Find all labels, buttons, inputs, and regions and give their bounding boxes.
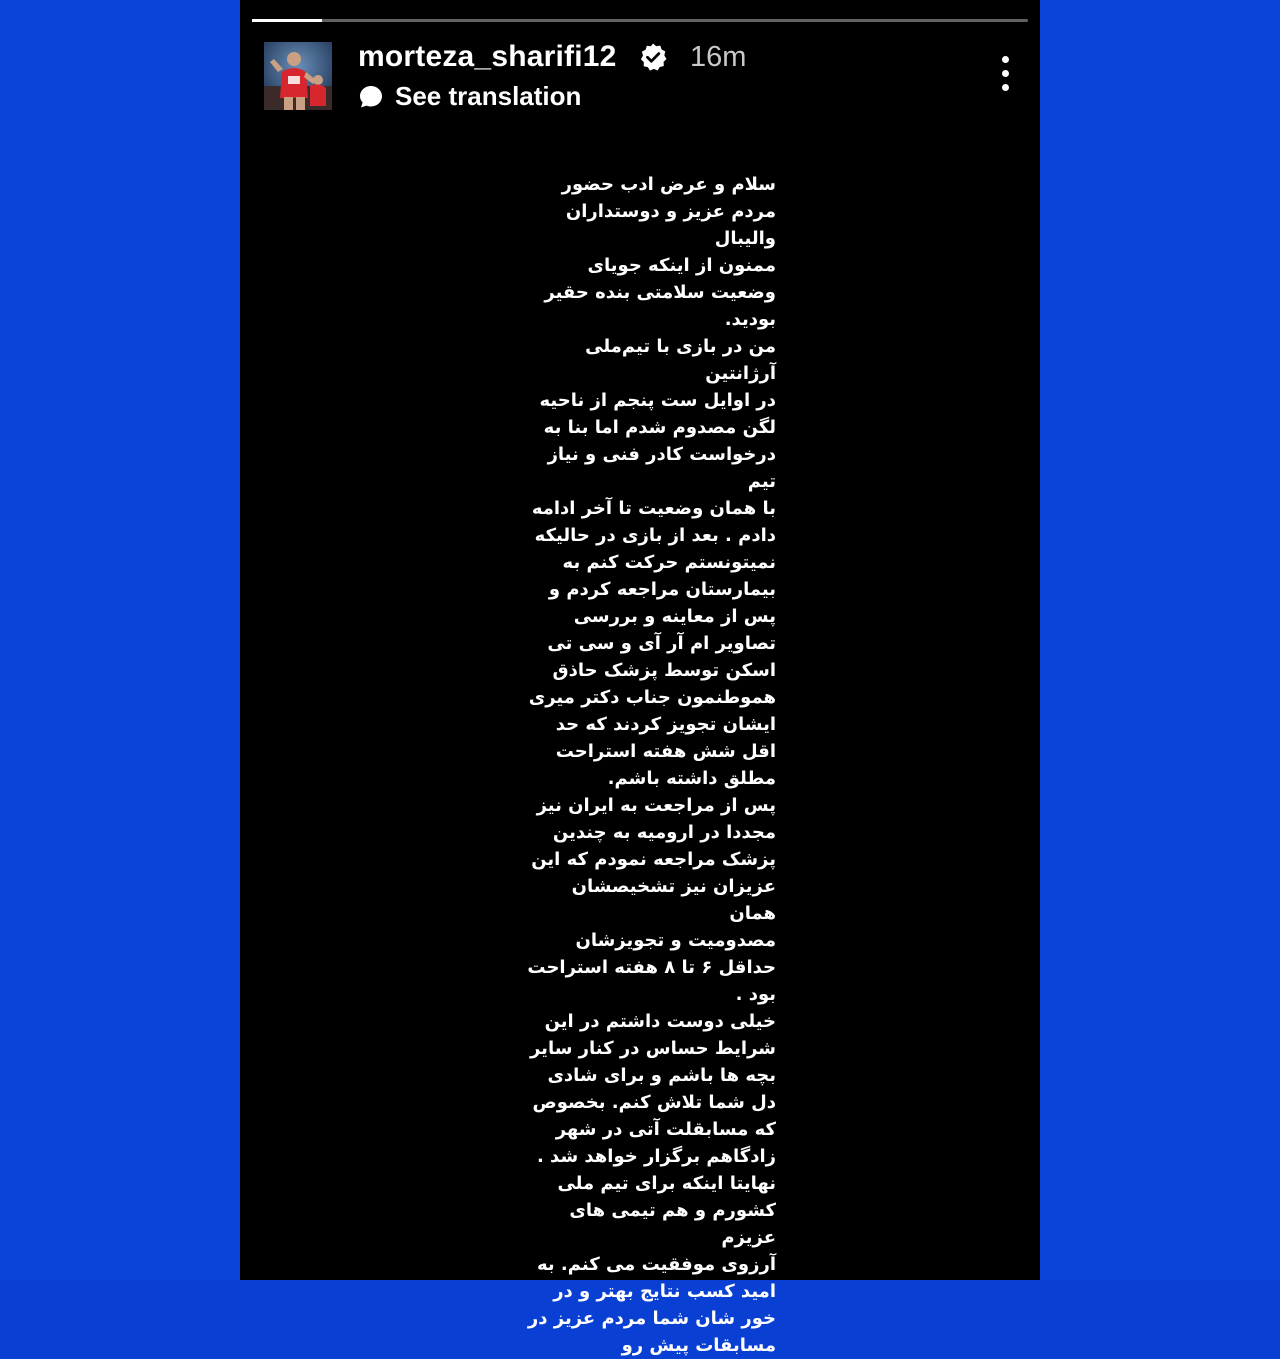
translate-bubble-icon[interactable] <box>358 84 384 110</box>
message-line: امید کسب نتایج بهتر و در <box>553 1281 776 1302</box>
message-line: مطلق داشته باشم. <box>607 768 776 789</box>
avatar[interactable] <box>264 42 332 110</box>
message-line: پزشک مراجعه نمودم که این <box>531 849 776 870</box>
message-line: مسابقات پیش رو <box>621 1335 776 1356</box>
message-line: دادم . بعد از بازی در حالیکه <box>534 525 776 546</box>
message-line: کشورم و هم تیمی های عزیزم <box>569 1200 776 1248</box>
story-progress-bar <box>252 19 1028 22</box>
message-line: مردم عزیز و دوستداران <box>565 201 776 222</box>
message-line: تصاویر ام آر آی و سی تی <box>547 633 776 654</box>
message-line: اسکن توسط پزشک حاذق <box>552 660 776 681</box>
verified-badge-icon <box>638 42 668 72</box>
story-header <box>264 40 1016 112</box>
story-message-text <box>520 171 776 1359</box>
story-viewer[interactable] <box>240 0 1040 1356</box>
message-line: سلام و عرض ادب حضور <box>561 174 776 195</box>
message-line: من در بازی با تیم‌ملی آرژانتین <box>585 336 776 384</box>
message-line: لگن مصدوم شدم اما بنا به <box>543 417 776 438</box>
message-line: پس از مراجعت به ایران نیز <box>536 795 776 816</box>
message-line: والیبال <box>714 228 776 249</box>
message-line: که مسابقلت آتی در شهر <box>555 1119 776 1140</box>
avatar-photo <box>264 42 332 110</box>
username-link[interactable]: morteza_sharifi12 <box>358 40 617 73</box>
message-line: نهایتا اینکه برای تیم ملی <box>557 1173 776 1194</box>
message-line: پس از معاینه و بررسی <box>573 606 776 627</box>
message-line: وضعیت سلامتی بنده حقیر <box>544 282 776 303</box>
more-vertical-icon <box>1002 56 1009 63</box>
message-line: بود . <box>735 984 776 1005</box>
message-line: عزیزان نیز تشخیصشان همان <box>571 876 776 924</box>
message-line: شرایط حساس در کنار سایر <box>529 1038 776 1059</box>
message-line: حداقل ۶ تا ۸ هفته استراحت <box>527 957 776 978</box>
message-line: زادگاهم برگزار خواهد شد . <box>536 1146 776 1167</box>
message-line: هموطنمون جناب دکتر میری <box>528 687 776 708</box>
message-line: خیلی دوست داشتم در این <box>544 1011 776 1032</box>
message-line: نمیتونستم حرکت کنم به <box>562 552 776 573</box>
message-line: مجددا در ارومیه به چندین <box>552 822 776 843</box>
see-translation-button[interactable]: See translation <box>395 81 582 111</box>
message-line: بیمارستان مراجعه کردم و <box>548 579 776 600</box>
message-line: ایشان تجویز کردند که حد <box>555 714 776 735</box>
message-line: بودید. <box>724 309 776 330</box>
message-line: دل شما تلاش کنم. بخصوص <box>532 1092 776 1113</box>
message-line: مصدومیت و تجویزشان <box>575 930 776 951</box>
message-line: ممنون از اینکه جویای <box>587 255 776 276</box>
more-vertical-icon <box>1002 70 1009 77</box>
more-options-button[interactable] <box>998 54 1014 92</box>
message-line: با همان وضعیت تا آخر ادامه <box>531 498 776 519</box>
message-line: در اوایل ست پنجم از ناحیه <box>539 390 776 411</box>
message-line: اقل شش هفته استراحت <box>555 741 776 762</box>
message-line: بچه ها باشم و برای شادی <box>547 1065 776 1086</box>
more-vertical-icon <box>1002 84 1009 91</box>
message-line: خور شان شما مردم عزیز در <box>527 1308 776 1329</box>
story-progress-fill <box>252 19 322 22</box>
post-time: 16m <box>690 41 747 73</box>
message-line: درخواست کادر فنی و نیاز تیم <box>547 444 776 492</box>
message-line: آرزوی موفقیت می کنم. به <box>536 1254 776 1275</box>
